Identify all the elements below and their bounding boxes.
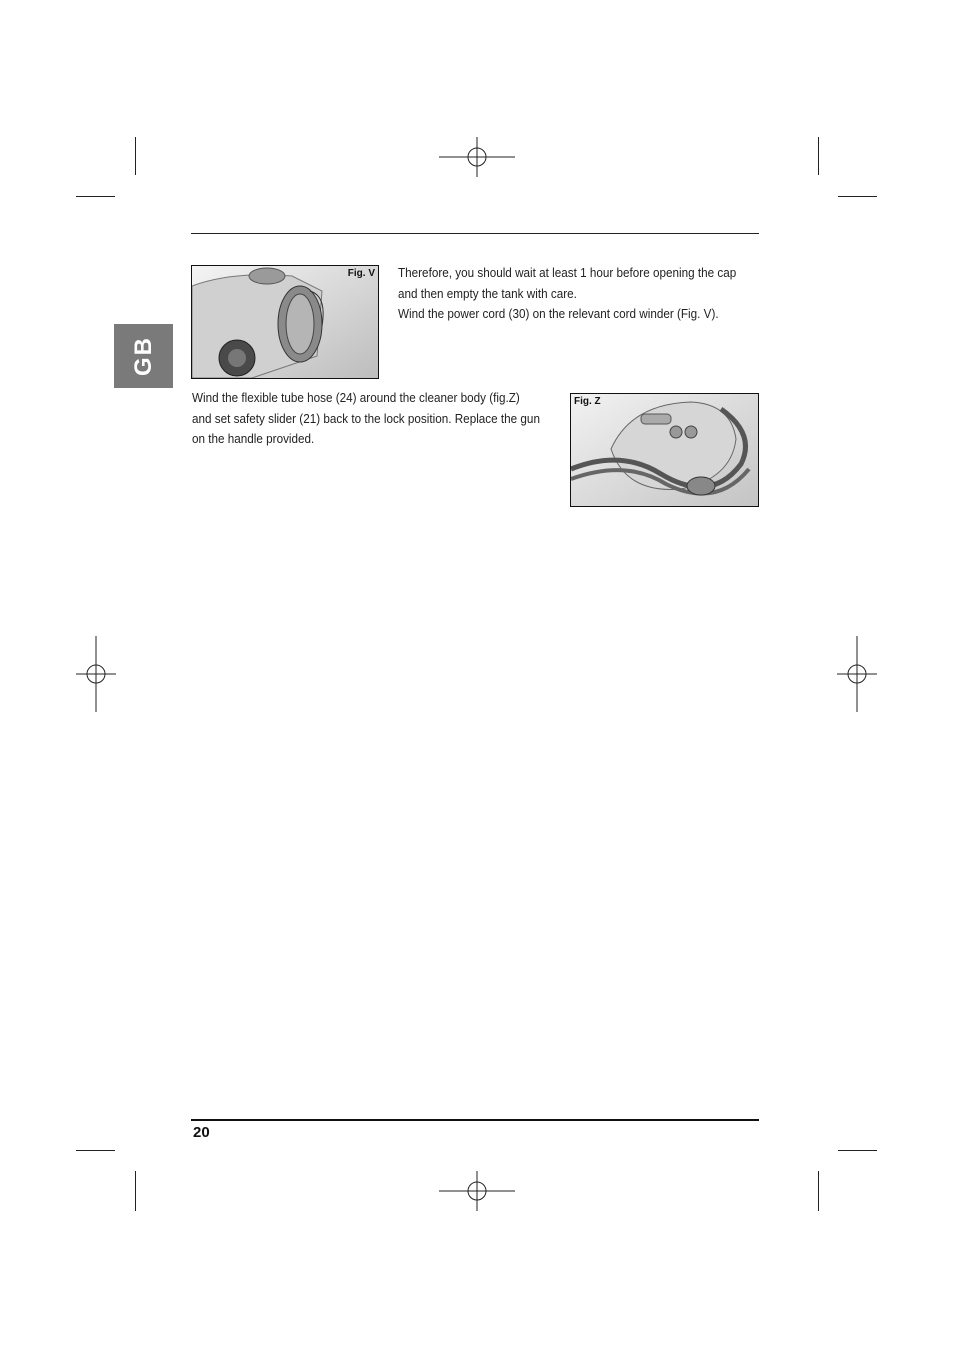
paragraph-line: on the handle provided.	[192, 431, 315, 446]
language-tab	[114, 324, 173, 388]
figure-z	[570, 393, 759, 507]
paragraph-hose-winding	[192, 388, 552, 450]
language-tab-label: GB	[129, 336, 157, 376]
header-rule	[191, 233, 759, 234]
paragraph-line: Wind the flexible tube hose (24) around the cleaner body (fig.Z)	[192, 390, 520, 405]
paragraph-line: Wind the power cord (30) on the relevant cord winder (Fig. V).	[398, 306, 719, 321]
paragraph-cord-winder	[398, 263, 758, 325]
footer-rule	[191, 1119, 759, 1121]
figure-v	[191, 265, 379, 379]
figure-z-label: Fig. Z	[574, 396, 601, 407]
paragraph-line: Therefore, you should wait at least 1 hour before opening the cap	[398, 265, 737, 280]
steam-cleaner-cord-winder-illustration	[192, 266, 378, 378]
paragraph-line: and then empty the tank with care.	[398, 285, 577, 301]
figure-v-label: Fig. V	[347, 268, 375, 279]
paragraph-line: and set safety slider (21) back to the lock position. Replace the gun	[192, 410, 540, 426]
steam-cleaner-hose-wound-illustration	[571, 394, 758, 506]
page-number: 20	[193, 1124, 210, 1141]
